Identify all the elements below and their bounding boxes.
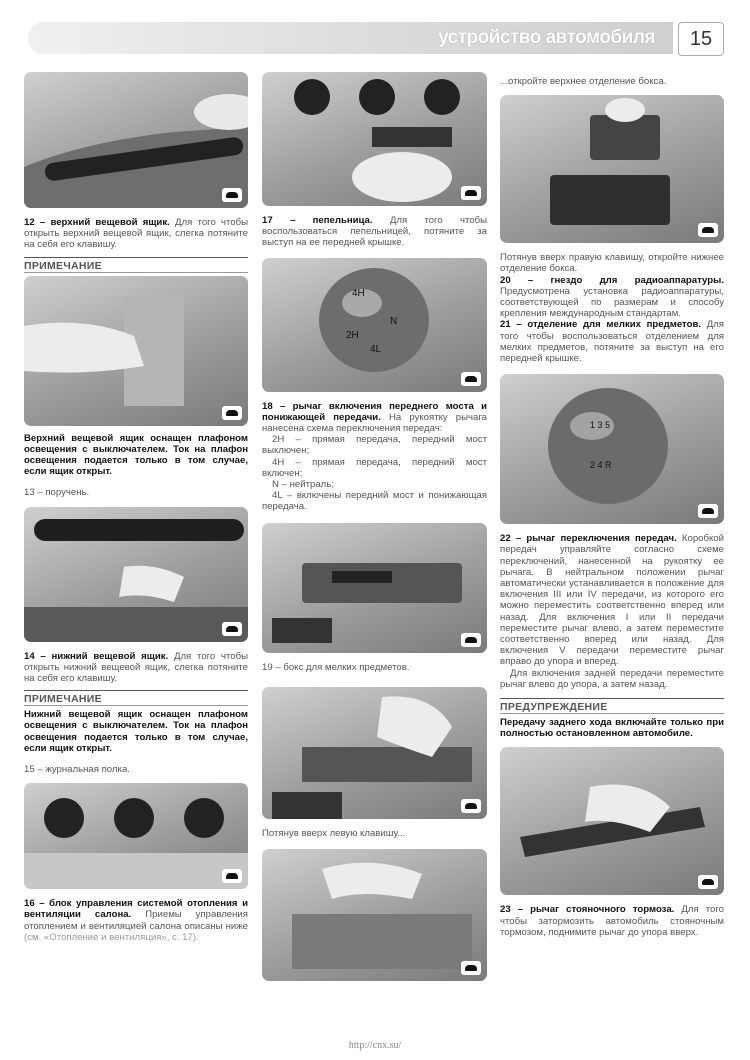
photo-box-left-key [262,687,487,819]
caption-right-key: Потянув вверх правую клавишу, откройте нижнее отделение бокса. [500,252,724,275]
caption-20-title: 20 – гнездо для радиоаппаратуры. [500,274,724,286]
caption-left-key: Потянув вверх левую клавишу... [262,827,406,839]
knob-label-n: N [390,315,398,327]
caption-14-text: Для того чтобы открыть нижний вещевой ящик, слегка потяните на себя его клавишу. [24,650,248,685]
car-icon [698,875,718,889]
photo-box-open [500,95,724,243]
car-icon [222,406,242,420]
car-icon [222,188,242,202]
gear-knob-top: 1 3 5 [590,420,611,431]
car-icon [698,504,718,518]
car-icon [461,372,481,386]
caption-21-text: Для того чтобы воспользоваться отделением для мелких предметов, потяните за выступ на его передней крышке. [500,319,724,365]
warning-text: Передачу заднего хода включайте только при полностью остановленном автомобиле. [500,717,724,740]
photo-box-upper-open [262,849,487,981]
caption-17-text: Для того чтобы воспользоваться пепельницей, потяните за выступ на ее передней крышке. [262,215,487,249]
gear-n-text: N – нейтраль; [272,479,334,491]
page-header [28,22,673,54]
photo-gear-lever [500,374,724,524]
caption-16-title: 16 – блок управления системой отопления и вентиляции салона. [24,898,248,921]
warning-title: ПРЕДУПРЕЖДЕНИЕ [500,698,724,713]
caption-23-title: 23 – рычаг стояночного тормоза. [500,904,675,916]
column-right [500,72,724,938]
caption-20-text: Предусмотрена установка радиоаппаратуры, соответствующей по размерам и способу крепления международным стандартам. [500,285,724,320]
caption-16-reference: (см. «Отопление и вентиляция», с. 17). [24,931,199,943]
caption-23-text: Для того чтобы затормозить автомобиль стояночным тормозом, поднимите рычаг до упора вверх. [500,904,725,938]
photo-handle-lower-box [24,507,248,642]
photo-upper-glovebox [24,72,248,208]
gear-4h-text: 4H – прямая передача, передний мост включен; [262,456,487,479]
column-left [24,72,248,943]
car-icon [461,186,481,200]
caption-15: 15 – журнальная полка. [24,764,130,776]
knob-label-4h: 4H [352,287,365,299]
section-title: устройство автомобиля [438,27,655,48]
car-icon [698,223,718,237]
note-1-title: ПРИМЕЧАНИЕ [24,257,248,272]
knob-label-4l: 4L [370,343,382,355]
gear-2h-text: 2H – прямая передача, передний мост выключен; [262,434,487,457]
gear-knob-bottom: 2 4 R [590,460,612,471]
caption-19: 19 – бокс для мелких предметов. [262,661,410,673]
caption-18-text: На рукоятку рычага нанесена схема переключения передач: [262,411,487,435]
divider [24,272,248,273]
caption-13: 13 – поручень. [24,487,90,499]
caption-18-title: 18 – рычаг включения переднего моста и понижающей передачи. [262,400,487,423]
car-icon [461,961,481,975]
page-number: 15 [678,22,724,56]
photo-hvac-panel [24,783,248,889]
caption-14-title: 14 – нижний вещевой ящик. [24,650,169,662]
caption-12-title: 12 – верхний вещевой ящик. [24,217,170,228]
photo-transfer-lever [262,258,487,392]
car-icon [222,622,242,636]
car-icon [461,799,481,813]
caption-12-text: Для того чтобы открыть верхний вещевой ящик, слегка потяните на себя его клавишу. [24,217,249,251]
car-icon [222,869,242,883]
photo-ashtray [262,72,487,206]
knob-label-2h: 2H [346,329,359,341]
note-2-title: ПРИМЕЧАНИЕ [24,690,248,705]
caption-22-reverse: Для включения задней передачи переместите рычаг влево до упора, а затем назад. [500,667,724,690]
caption-21-title: 21 – отделение для мелких предметов. [500,319,702,331]
caption-top-compartment: ...откройте верхнее отделение бокса. [500,76,667,87]
photo-storage-box [262,523,487,653]
caption-22-text: Коробкой передач управляйте согласно схеме переключений, нанесенной на рукоятку ее рычага. В нейтральном положении рычаг автоматически устанавливается в положение для включения III или IV передачи, из которого его можно переместить соответственно вперед или назад. Для включения I или II передачи переместите рычаг влево, а затем переместите соответственно вперед или назад. Для включения V передачи переместите рычаг вправо до упора и вперед. [500,533,724,668]
column-middle [262,72,487,981]
car-icon [461,633,481,647]
footer-url[interactable]: http://cnx.su/ [348,1040,402,1051]
divider [500,713,724,714]
divider [24,705,248,706]
caption-22-title: 22 – рычаг переключения передач. [500,533,677,545]
note-1-text: Верхний вещевой ящик оснащен плафоном освещения с выключателем. Ток на плафон освещения подается только в том случае, если ящик открыт. [24,432,248,478]
caption-17-title: 17 – пепельница. [262,215,373,226]
note-2-text: Нижний вещевой ящик оснащен плафоном освещения с выключателем. Ток на плафон освещения подается только в том случае, если ящик открыт. [24,709,248,754]
caption-16-text: Приемы управления отоплением и вентиляцией салона описаны ниже [24,909,248,932]
gear-4l-text: 4L – включены передний мост и понижающая передача. [262,490,487,513]
photo-glovebox-lamp [24,276,248,426]
photo-parking-brake [500,747,724,895]
